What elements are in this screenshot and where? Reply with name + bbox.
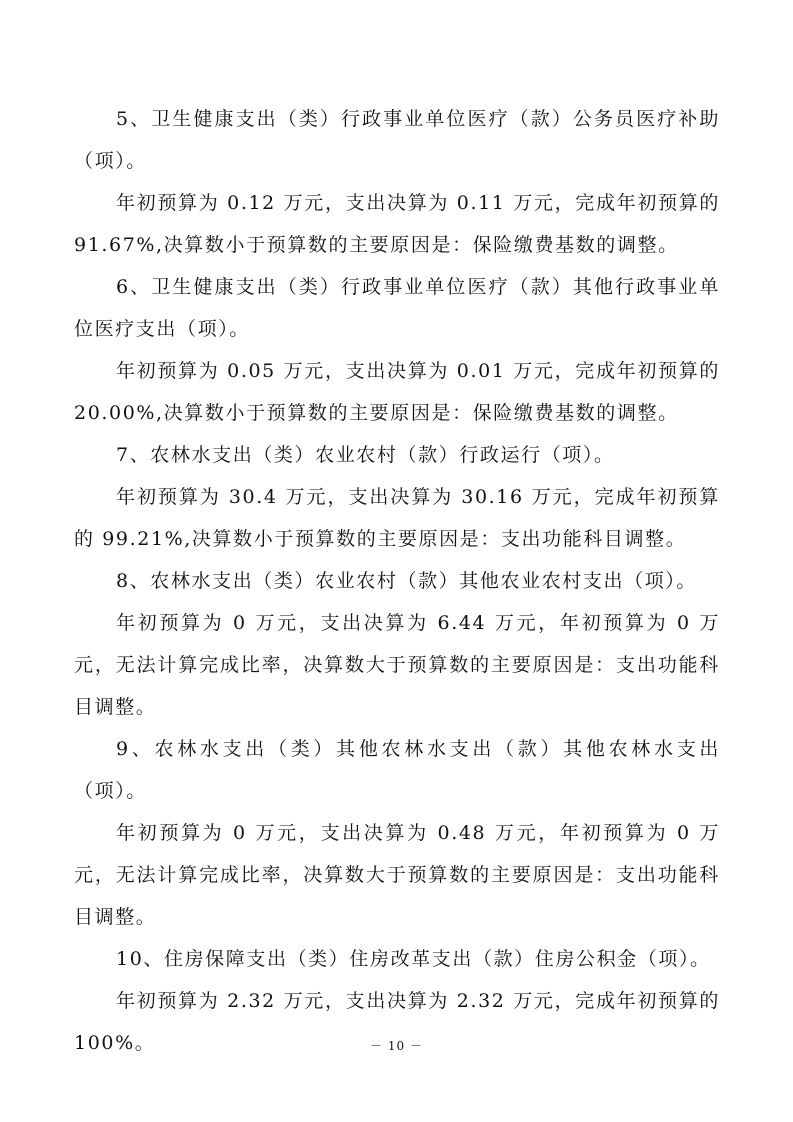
item-7-detail: 年初预算为 30.4 万元，支出决算为 30.16 万元，完成年初预算的 99.21%,决算数小于预算数的主要原因是：支出功能科目调整。 bbox=[74, 486, 720, 550]
item-8-heading: 8、农林水支出（类）农业农村（款）其他农业农村支出（项）。 bbox=[116, 570, 697, 592]
item-6-heading: 6、卫生健康支出（类）行政事业单位医疗（款）其他行政事业单位医疗支出（项）。 bbox=[74, 276, 720, 340]
item-10-heading: 10、住房保障支出（类）住房改革支出（款）住房公积金（项）。 bbox=[116, 948, 711, 970]
body-text bbox=[74, 98, 720, 1064]
item-8-detail: 年初预算为 0 万元，支出决算为 6.44 万元，年初预算为 0 万元，无法计算完成比率，决算数大于预算数的主要原因是：支出功能科目调整。 bbox=[74, 612, 720, 718]
item-9-detail: 年初预算为 0 万元，支出决算为 0.48 万元，年初预算为 0 万元，无法计算完成比率，决算数大于预算数的主要原因是：支出功能科目调整。 bbox=[74, 822, 720, 928]
item-6-detail: 年初预算为 0.05 万元，支出决算为 0.01 万元，完成年初预算的 20.00%,决算数小于预算数的主要原因是：保险缴费基数的调整。 bbox=[74, 360, 720, 424]
item-7-heading: 7、农林水支出（类）农业农村（款）行政运行（项）。 bbox=[116, 444, 615, 466]
page-number: － 10 － bbox=[370, 1039, 423, 1053]
item-5-heading: 5、卫生健康支出（类）行政事业单位医疗（款）公务员医疗补助（项）。 bbox=[74, 108, 720, 172]
item-5-detail: 年初预算为 0.12 万元，支出决算为 0.11 万元，完成年初预算的 91.67%,决算数小于预算数的主要原因是：保险缴费基数的调整。 bbox=[74, 192, 720, 256]
item-10-detail: 年初预算为 2.32 万元，支出决算为 2.32 万元，完成年初预算的 100%。 bbox=[74, 990, 720, 1054]
item-9-heading: 9、农林水支出（类）其他农林水支出（款）其他农林水支出（项）。 bbox=[74, 738, 720, 802]
